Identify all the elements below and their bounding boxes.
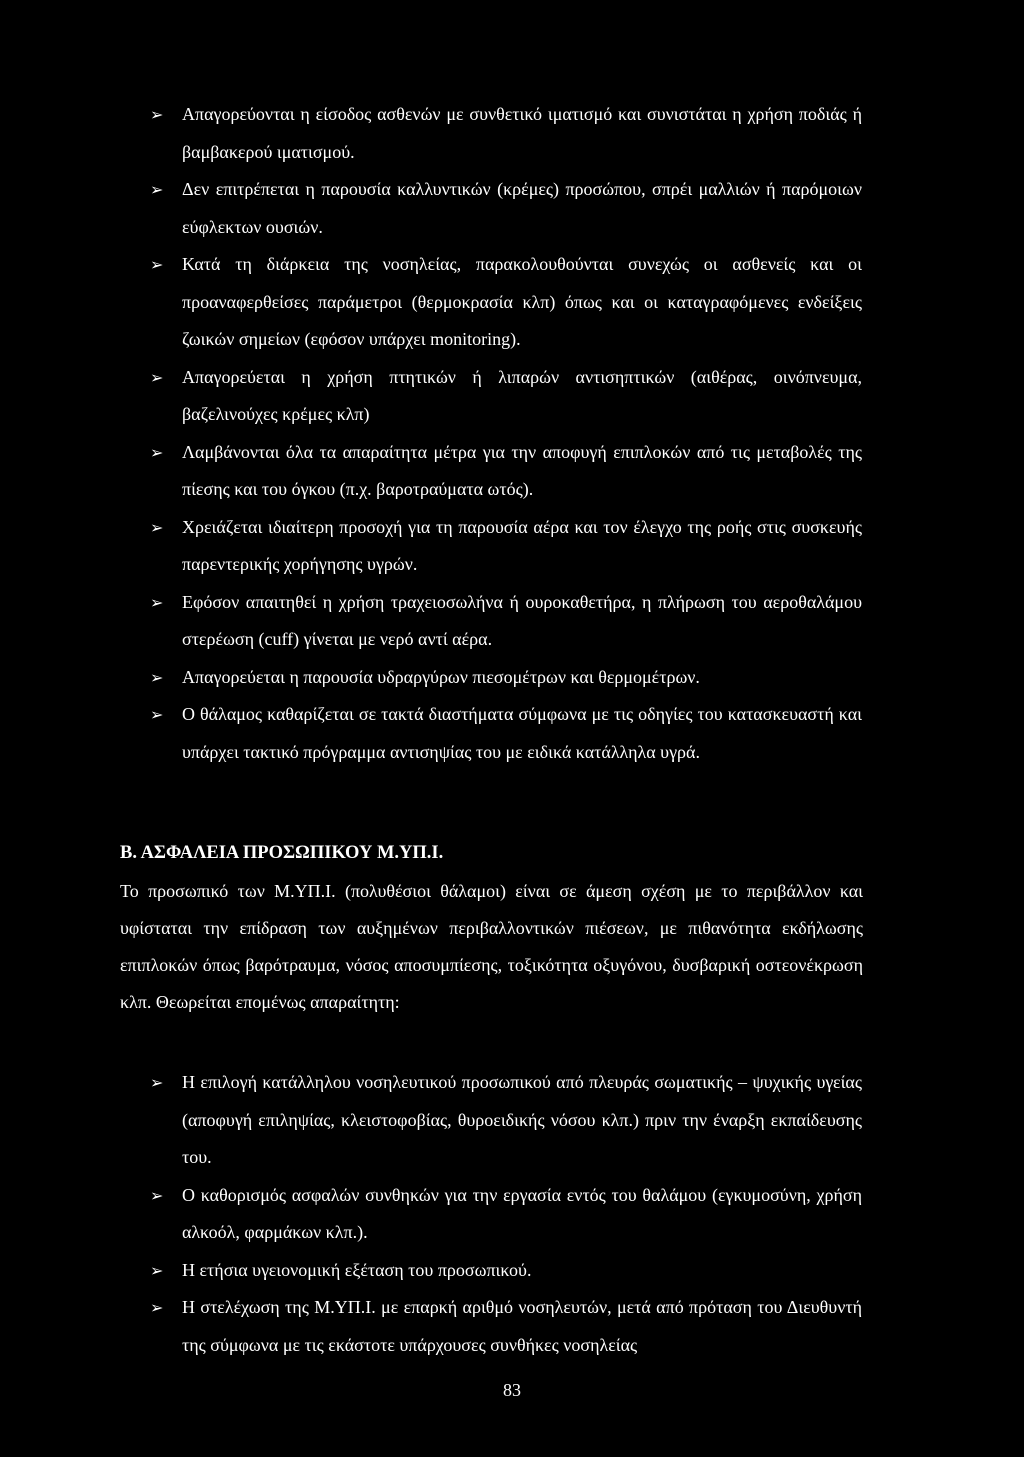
arrow-bullet-icon: ➢ [150,1073,164,1092]
list-item-text: Απαγορεύεται η χρήση πτητικών ή λιπαρών αντισηπτικών (αιθέρας, οινόπνευμα, βαζελινούχες κρέμες κλπ) [182,366,862,424]
list-item [150,1064,862,1177]
arrow-bullet-icon: ➢ [150,255,164,274]
list-item [150,1177,862,1252]
list-item [150,246,862,359]
list-item-text: Λαμβάνονται όλα τα απαραίτητα μέτρα για την αποφυγή επιπλοκών από τις μεταβολές της πίεσης και του όγκου (π.χ. βαροτραύματα ωτός). [182,441,862,499]
arrow-bullet-icon: ➢ [150,442,164,462]
arrow-bullet-icon: ➢ [150,1298,164,1317]
arrow-bullet-icon: ➢ [150,180,164,199]
list-item [150,509,862,584]
bullet-list-staff-requirements [150,1064,862,1364]
list-item [150,359,862,434]
arrow-bullet-icon: ➢ [150,592,164,612]
list-item-text: Κατά τη διάρκεια της νοσηλείας, παρακολουθούνται συνεχώς οι ασθενείς και οι προαναφερθείσες παράμετροι (θερμοκρασία κλπ) όπως και οι καταγραφόμενες ενδείξεις ζωικών σημείων (εφόσον υπάρχει monitoring). [182,254,862,349]
list-item-text: Απαγορεύεται η παρουσία υδραργύρων πιεσομέτρων και θερμομέτρων. [182,666,700,687]
list-item [150,171,862,246]
list-item [150,96,862,171]
list-item [150,696,862,771]
list-item [150,659,862,697]
list-item-text: Η ετήσια υγειονομική εξέταση του προσωπικού. [182,1259,532,1280]
arrow-bullet-icon: ➢ [150,367,164,387]
list-item [150,1289,862,1364]
page-number: 83 [503,1380,521,1400]
list-item-text: Ο καθορισμός ασφαλών συνθηκών για την εργασία εντός του θαλάμου (εγκυμοσύνη, χρήση αλκοόλ, φαρμάκων κλπ.). [182,1184,862,1242]
list-item [150,584,862,659]
arrow-bullet-icon: ➢ [150,705,164,724]
list-item-text: Εφόσον απαιτηθεί η χρήση τραχειοσωλήνα ή ουροκαθετήρα, η πλήρωση του αεροθαλάμου στερέωση (cuff) γίνεται με νερό αντί αέρα. [182,591,862,649]
arrow-bullet-icon: ➢ [150,1185,164,1205]
arrow-bullet-icon: ➢ [150,667,164,687]
section-heading: Β. ΑΣΦΑΛΕΙΑ ΠΡΟΣΩΠΙΚΟΥ Μ.ΥΠ.Ι. [120,843,444,863]
bullet-list-restrictions [150,96,862,771]
list-item [150,1252,862,1290]
arrow-bullet-icon: ➢ [150,517,164,537]
arrow-bullet-icon: ➢ [150,1260,164,1280]
list-item-text: Η επιλογή κατάλληλου νοσηλευτικού προσωπικού από πλευράς σωματικής – ψυχικής υγείας (αποφυγή επιληψίας, κλειστοφοβίας, θυροειδικής νόσου κλπ.) πριν την έναρξη εκπαίδευσης του. [182,1072,862,1167]
arrow-bullet-icon: ➢ [150,105,164,124]
list-item-text: Ο θάλαμος καθαρίζεται σε τακτά διαστήματα σύμφωνα με τις οδηγίες του κατασκευαστή και υπάρχει τακτικό πρόγραμμα αντισηψίας του με ειδικά κατάλληλα υγρά. [182,704,862,762]
list-item-text: Απαγορεύονται η είσοδος ασθενών με συνθετικό ιματισμό και συνιστάται η χρήση ποδιάς ή βαμβακερού ιματισμού. [182,104,862,162]
list-item [150,434,862,509]
list-item-text: Χρειάζεται ιδιαίτερη προσοχή για τη παρουσία αέρα και τον έλεγχο της ροής στις συσκευής παρεντερικής χορήγησης υγρών. [182,516,862,574]
section-paragraph: Το προσωπικό των Μ.ΥΠ.Ι. (πολυθέσιοι θάλαμοι) είναι σε άμεση σχέση με το περιβάλλον και υφίσταται την επίδραση των αυξημένων περιβαλλοντικών πιέσεων, με πιθανότητα εκδήλωσης επιπλοκών όπως βαρότραυμα, νόσος αποσυμπίεσης, τοξικότητα οξυγόνου, δυσβαρική οστεονέκρωση κλπ. Θεωρείται επομένως απαραίτητη: [120,881,863,1012]
list-item-text: Δεν επιτρέπεται η παρουσία καλλυντικών (κρέμες) προσώπου, σπρέι μαλλιών ή παρόμοιων εύφλεκτων ουσιών. [182,179,862,237]
list-item-text: Η στελέχωση της Μ.ΥΠ.Ι. με επαρκή αριθμό νοσηλευτών, μετά από πρόταση του Διευθυντή της σύμφωνα με τις εκάστοτε υπάρχουσες συνθήκες νοσηλείας [182,1297,862,1355]
